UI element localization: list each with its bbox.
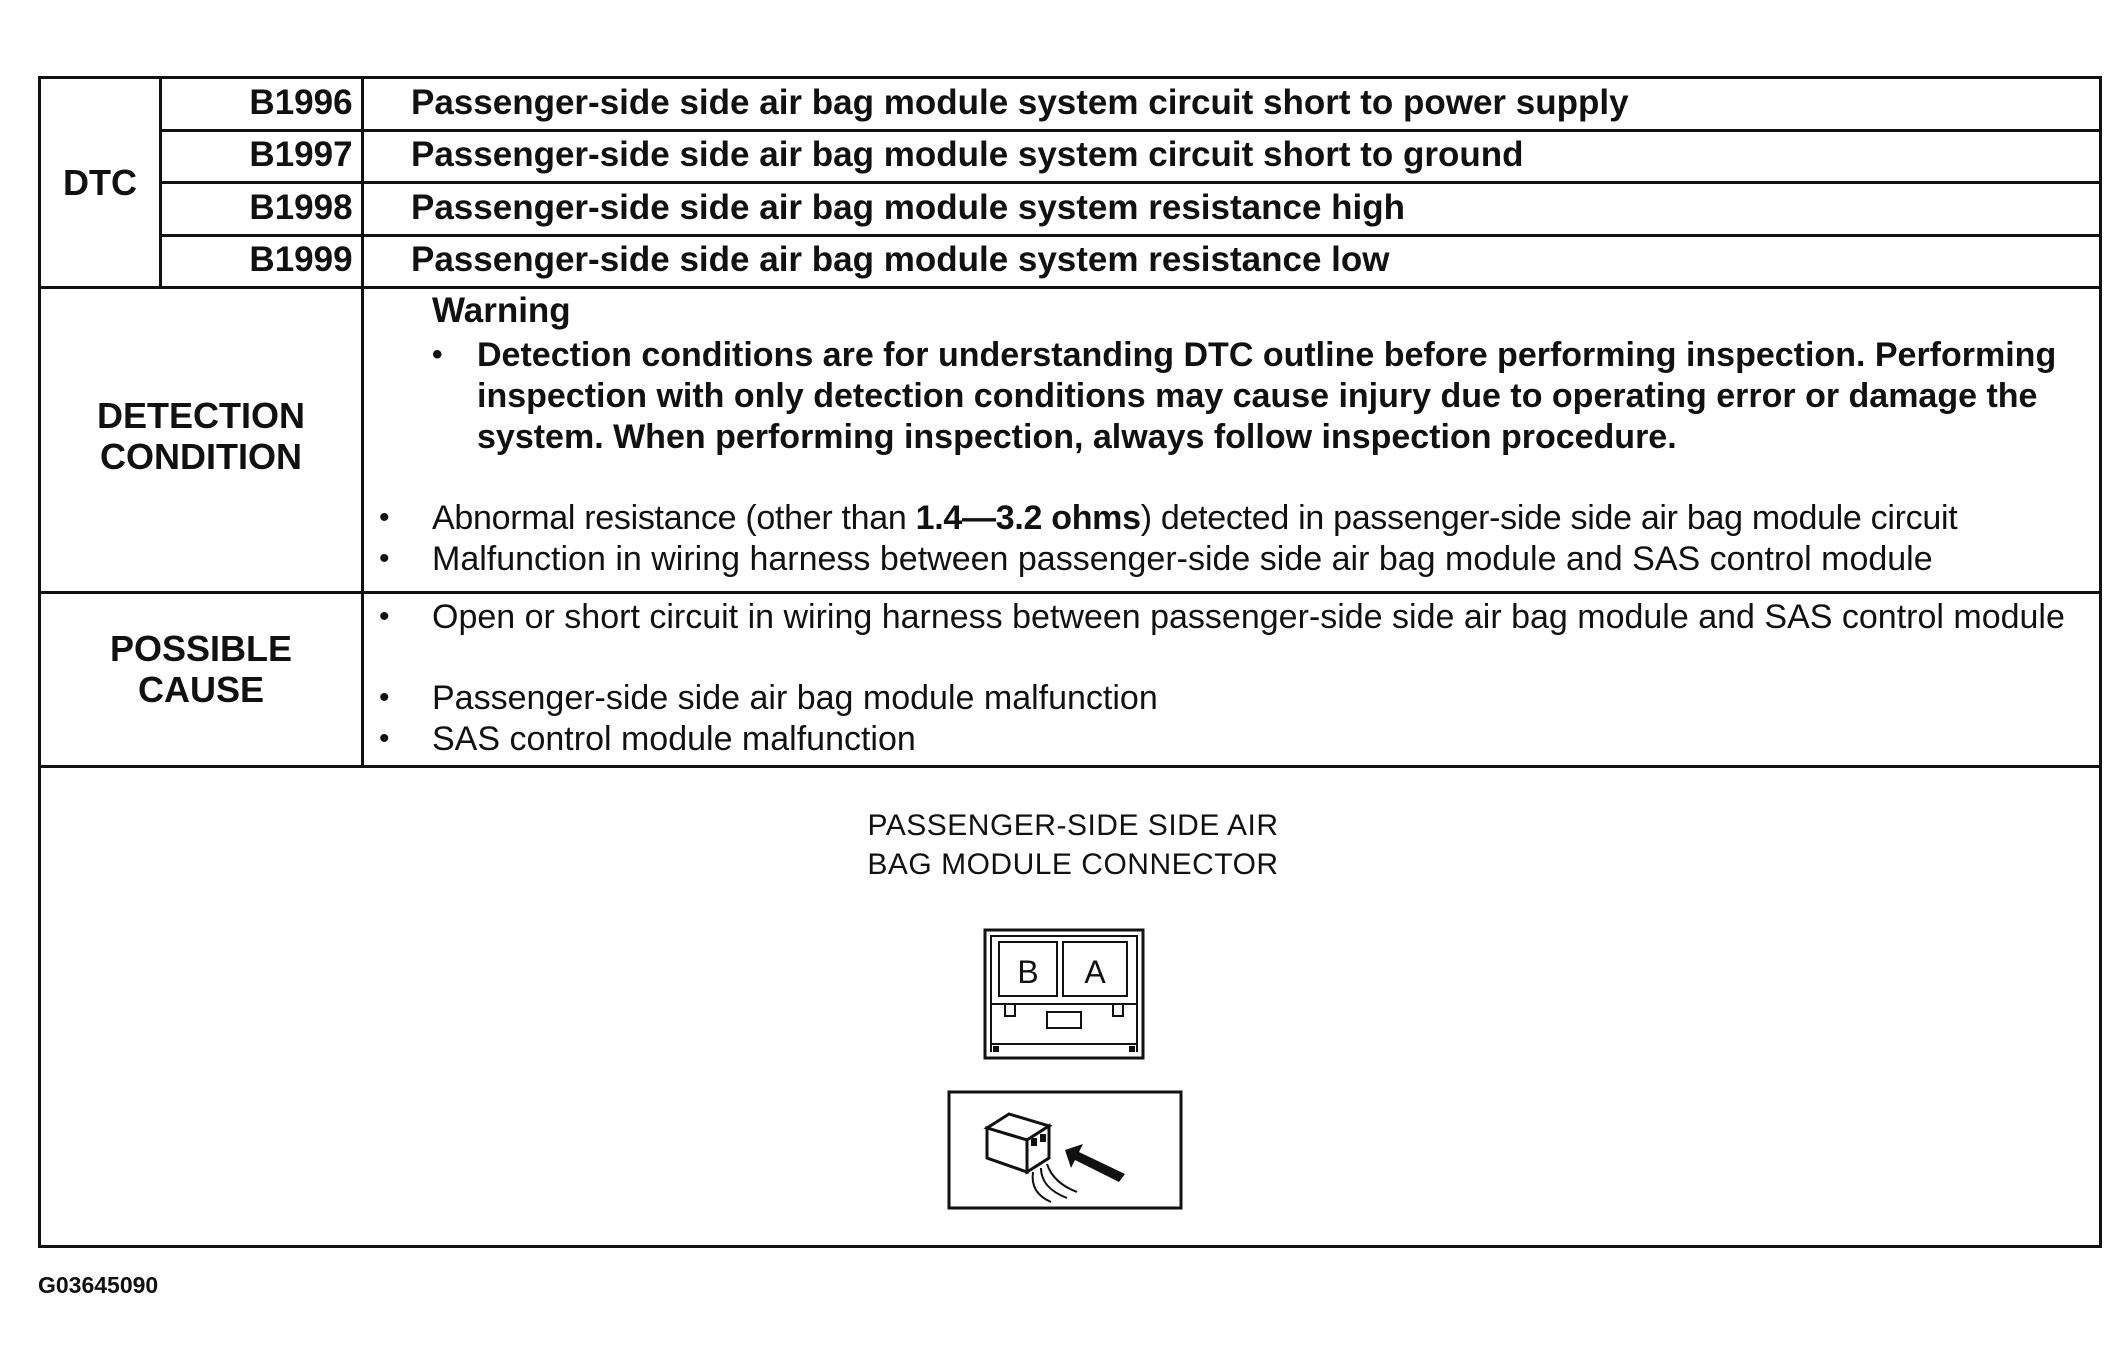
dtc-code: B1996	[249, 83, 353, 122]
terminal-b-label: B	[1017, 954, 1039, 990]
possible-cause-label	[41, 628, 361, 710]
cause-item: SAS control module malfunction	[432, 720, 916, 758]
bullet-icon: •	[379, 542, 390, 575]
dtc-code: B1998	[249, 188, 353, 227]
row-divider	[161, 234, 2102, 237]
detection-label-line: DETECTION	[96, 395, 305, 436]
detection-item: Malfunction in wiring harness between passenger-side side air bag module and SAS control module	[432, 540, 1933, 578]
dtc-label: DTC	[63, 162, 137, 203]
bullet-icon: •	[432, 338, 443, 371]
figure-id: G03645090	[38, 1272, 159, 1298]
connector-caption	[41, 806, 2105, 884]
dtc-table	[38, 76, 2102, 1248]
bullet-icon: •	[379, 501, 390, 534]
dtc-code: B1997	[249, 135, 353, 174]
terminal-a-label: A	[1084, 954, 1106, 990]
connector-view-icon	[947, 1090, 1183, 1210]
warning-title: Warning	[432, 291, 571, 330]
cause-item: Open or short circuit in wiring harness between passenger-side side air bag module and SAS control module	[432, 598, 2065, 636]
detection-label-line: CONDITION	[100, 436, 302, 477]
resistance-spec: 1.4—3.2 ohms	[915, 499, 1141, 537]
section-divider	[41, 765, 2102, 768]
dtc-description: Passenger-side side air bag module system circuit short to power supply	[411, 83, 1629, 122]
warning-text: Detection conditions are for understanding DTC outline before performing inspection. Performing inspection with only detection conditions may cause injury due to operating error or damage the system. When performing inspection, always follow inspection procedure.	[477, 336, 2057, 456]
detection-item-text: ) detected in passenger-side side air bag module circuit	[1140, 499, 1958, 537]
column-divider	[361, 79, 364, 767]
connector-caption-line: BAG MODULE CONNECTOR	[867, 848, 1279, 881]
cause-item: Passenger-side side air bag module malfunction	[432, 679, 1158, 717]
detection-item-text: Abnormal resistance (other than	[432, 499, 916, 537]
connector-caption-line: PASSENGER-SIDE SIDE AIR	[867, 809, 1279, 842]
section-divider	[41, 286, 2102, 289]
dtc-description: Passenger-side side air bag module system resistance high	[411, 188, 1405, 227]
detection-condition-label	[41, 395, 361, 477]
connector-face-diagram	[983, 928, 1153, 1062]
cause-label-line: POSSIBLE	[109, 628, 293, 669]
bullet-icon: •	[379, 722, 390, 755]
row-divider	[161, 129, 2102, 132]
dtc-description: Passenger-side side air bag module system circuit short to ground	[411, 135, 1524, 174]
cause-label-line: CAUSE	[137, 669, 265, 710]
detection-item	[432, 498, 1957, 538]
row-divider	[161, 181, 2102, 184]
column-divider	[159, 79, 162, 287]
dtc-description: Passenger-side side air bag module system resistance low	[411, 240, 1390, 279]
bullet-icon: •	[379, 600, 390, 633]
dtc-code: B1999	[249, 240, 353, 279]
bullet-icon: •	[379, 681, 390, 714]
section-divider	[41, 591, 2102, 594]
